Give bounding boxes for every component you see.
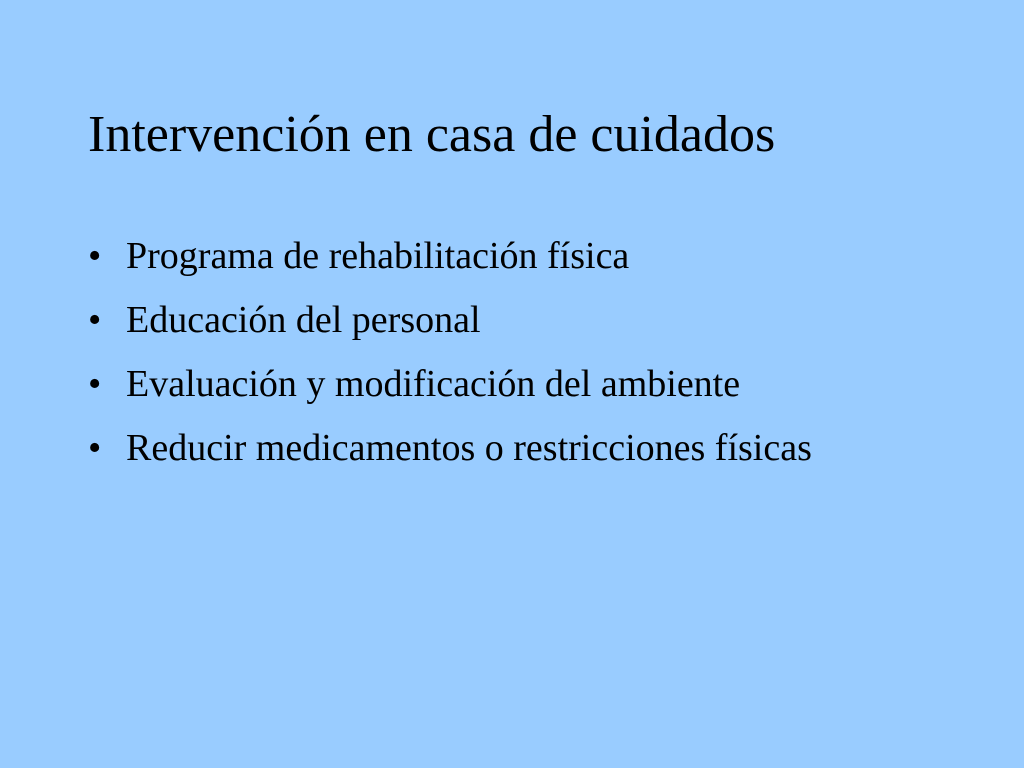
bullet-marker: • (88, 299, 102, 341)
bullet-text: Reducir medicamentos o restricciones físicas (126, 427, 812, 469)
bullet-item (88, 360, 848, 408)
bullet-marker: • (88, 235, 102, 277)
bullet-item (88, 424, 848, 472)
bullet-item (88, 232, 848, 280)
bullet-marker: • (88, 363, 102, 405)
bullet-list (88, 232, 848, 488)
slide-title: Intervención en casa de cuidados (88, 106, 776, 163)
bullet-text: Evaluación y modificación del ambiente (126, 363, 741, 405)
bullet-marker: • (88, 427, 102, 469)
bullet-item (88, 296, 848, 344)
bullet-text: Programa de rehabilitación física (126, 235, 630, 277)
bullet-text: Educación del personal (126, 299, 481, 341)
